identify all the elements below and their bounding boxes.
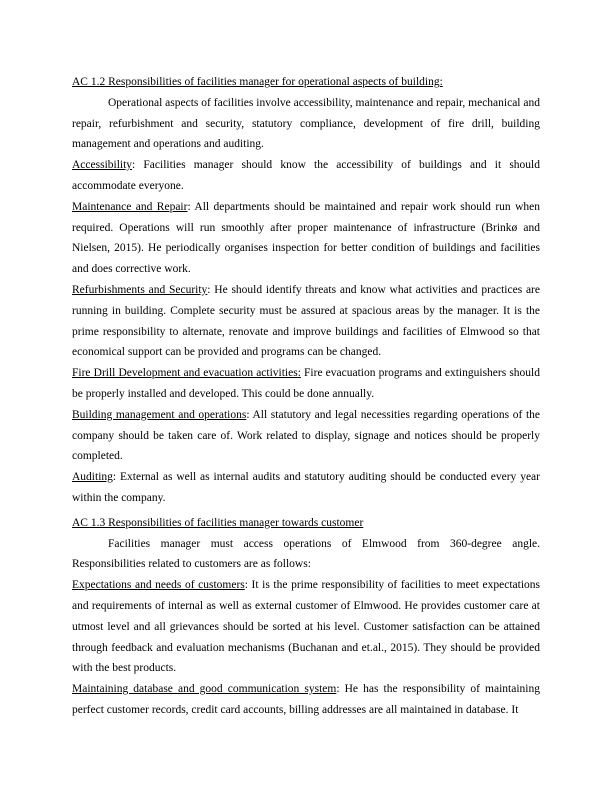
paragraph-text: : External as well as internal audits and statutory auditing should be conducted every year within the company. xyxy=(72,471,540,504)
paragraph-text: Fire evacuation programs and extinguishers should be properly installed and developed. This could be done annually. xyxy=(72,367,540,400)
paragraph-text: : All departments should be maintained and repair work should run when required. Operations will run smoothly after proper maintenance of infrastructure (Brinkø and Nielsen, 2015). He periodically organises inspection for better condition of buildings and facilities and does corrective work. xyxy=(72,200,540,276)
paragraph-maintenance-repair xyxy=(72,197,540,280)
paragraph-fire-drill xyxy=(72,363,540,405)
section-intro-customer: Facilities manager must access operations of Elmwood from 360-degree angle. Responsibilities related to customers are as follows: xyxy=(72,537,540,571)
document-page xyxy=(72,72,540,721)
paragraph-label: Expectations and needs of customers xyxy=(72,579,245,592)
paragraph-expectations-needs xyxy=(72,575,540,679)
paragraph-label: Maintaining database and good communication system xyxy=(72,683,337,696)
paragraph-label: Fire Drill Development and evacuation activities: xyxy=(72,367,301,380)
paragraph-label: Auditing xyxy=(72,471,113,484)
paragraph-database-communication xyxy=(72,679,540,721)
paragraph-building-management xyxy=(72,405,540,467)
section-intro-operational: Operational aspects of facilities involve accessibility, maintenance and repair, mechanical and repair, refurbishment and security, statutory compliance, development of fire drill, building management and operations and auditing. xyxy=(72,96,540,151)
paragraph-label: Building management and operations xyxy=(72,408,247,421)
paragraph-text: : He should identify threats and know what activities and practices are running in building. Complete security must be assured at spacious areas by the manager. It is the prime responsibility to alternate, renovate and improve buildings and facilities of Elmwood so that economical support can be provided and programs can be changed. xyxy=(72,283,540,359)
paragraph-text: : All statutory and legal necessities regarding operations of the company should be taken care of. Work related to display, signage and notices should be properly completed. xyxy=(72,408,540,463)
section-heading-operational: AC 1.2 Responsibilities of facilities manager for operational aspects of building: xyxy=(72,76,443,88)
paragraph-accessibility xyxy=(72,155,540,197)
paragraph-auditing xyxy=(72,467,540,509)
paragraph-label: Accessibility xyxy=(72,159,133,172)
paragraph-label: Refurbishments and Security xyxy=(72,283,208,296)
paragraph-text: : It is the prime responsibility of facilities to meet expectations and requirements of internal as well as external customer of Elmwood. He provides customer care at utmost level and all grievances should be sorted at his level. Customer satisfaction can be attained through feedback and evaluation mechanisms (Buchanan and et.al., 2015). They should be provided with the best products. xyxy=(72,579,540,675)
paragraph-refurbishment-security xyxy=(72,280,540,363)
section-heading-customer: AC 1.3 Responsibilities of facilities manager towards customer xyxy=(72,516,364,529)
paragraph-label: Maintenance and Repair xyxy=(72,200,188,213)
paragraph-text: : He has the responsibility of maintaining perfect customer records, credit card accounts, billing addresses are all maintained in database. It xyxy=(72,683,540,716)
paragraph-text: : Facilities manager should know the accessibility of buildings and it should accommodate everyone. xyxy=(72,159,540,192)
